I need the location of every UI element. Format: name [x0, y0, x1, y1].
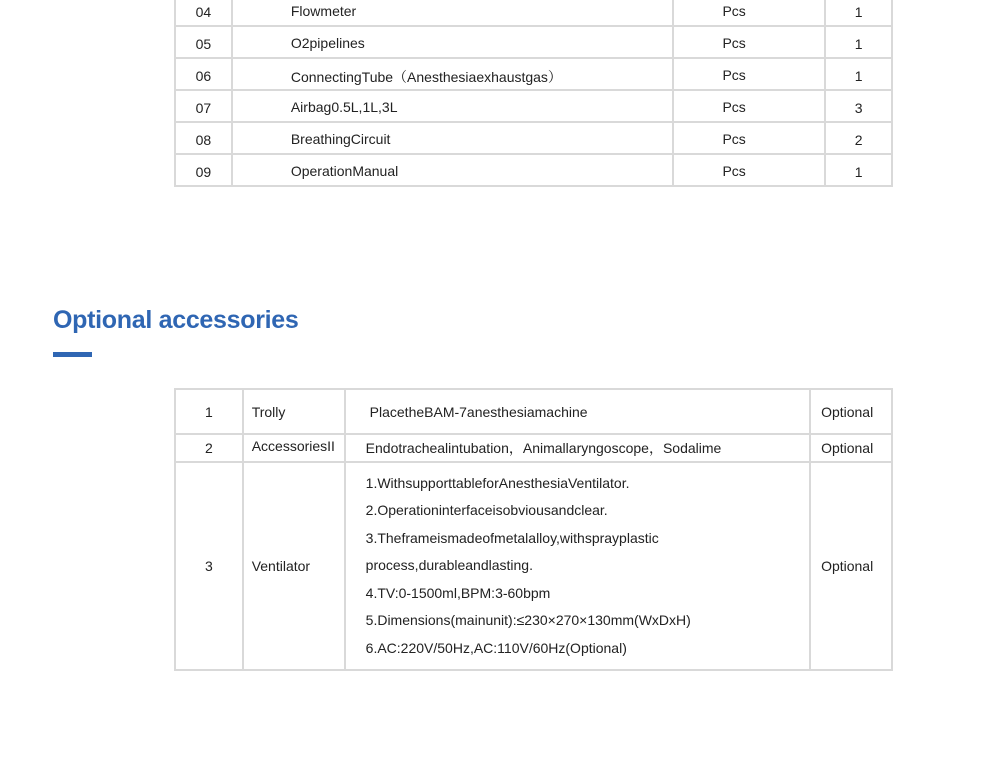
packing-list-table [174, 0, 893, 187]
accessory-status: Optional [810, 462, 892, 670]
item-name: Airbag0.5L,1L,3L [232, 90, 674, 122]
spec-line: 5.Dimensions(mainunit):≤230×270×130mm(WxDxH) [365, 612, 691, 629]
spec-line: 4.TV:0-1500ml,BPM:3-60bpm [365, 584, 551, 601]
table-row [175, 0, 892, 26]
table-row [175, 58, 892, 90]
accessory-description [345, 462, 810, 670]
item-unit: Pcs [673, 122, 825, 154]
item-quantity: 1 [825, 0, 892, 26]
table-row [175, 122, 892, 154]
table-row [175, 154, 892, 186]
item-quantity: 1 [825, 58, 892, 90]
table-row [175, 434, 892, 462]
spec-line: 6.AC:220V/50Hz,AC:110V/60Hz(Optional) [365, 639, 627, 656]
spec-line: process,durableandlasting. [365, 557, 533, 574]
accessory-name: Trolly [243, 389, 345, 434]
item-number: 07 [175, 90, 232, 122]
accessory-name: Ventilator [243, 462, 345, 670]
table-row [175, 90, 892, 122]
accessory-description: Endotrachealintubation，Animallaryngoscope，Sodalime [345, 434, 810, 462]
accessory-number: 3 [175, 462, 243, 670]
accessory-status: Optional [810, 434, 892, 462]
item-name: Flowmeter [232, 0, 674, 26]
item-unit: Pcs [673, 90, 825, 122]
item-number: 06 [175, 58, 232, 90]
spec-line: 1.WithsupporttableforAnesthesiaVentilator. [365, 474, 630, 491]
item-number: 05 [175, 26, 232, 58]
spec-line: 3.Theframeismadeofmetalalloy,withsprayplastic [365, 529, 659, 546]
item-unit: Pcs [673, 58, 825, 90]
table-row [175, 462, 892, 670]
section-title-underline [53, 352, 92, 357]
accessory-status: Optional [810, 389, 892, 434]
item-name: OperationManual [232, 154, 674, 186]
item-name: O2pipelines [232, 26, 674, 58]
item-number: 04 [175, 0, 232, 26]
accessory-number: 1 [175, 389, 243, 434]
item-quantity: 1 [825, 154, 892, 186]
accessory-name: AccessoriesII [243, 434, 345, 462]
table-row [175, 26, 892, 58]
spec-list [366, 470, 809, 663]
item-unit: Pcs [673, 0, 825, 26]
optional-accessories-table [174, 388, 893, 671]
item-number: 08 [175, 122, 232, 154]
spec-line: 2.Operationinterfaceisobviousandclear. [365, 502, 608, 519]
item-name: ConnectingTube（Anesthesiaexhaustgas） [232, 58, 674, 90]
table-row [175, 389, 892, 434]
item-unit: Pcs [673, 154, 825, 186]
section-title: Optional accessories [53, 306, 299, 334]
item-quantity: 3 [825, 90, 892, 122]
accessory-number: 2 [175, 434, 243, 462]
item-quantity: 2 [825, 122, 892, 154]
item-unit: Pcs [673, 26, 825, 58]
accessory-description: PlacetheBAM-7anesthesiamachine [345, 389, 810, 434]
item-number: 09 [175, 154, 232, 186]
item-name: BreathingCircuit [232, 122, 674, 154]
item-quantity: 1 [825, 26, 892, 58]
